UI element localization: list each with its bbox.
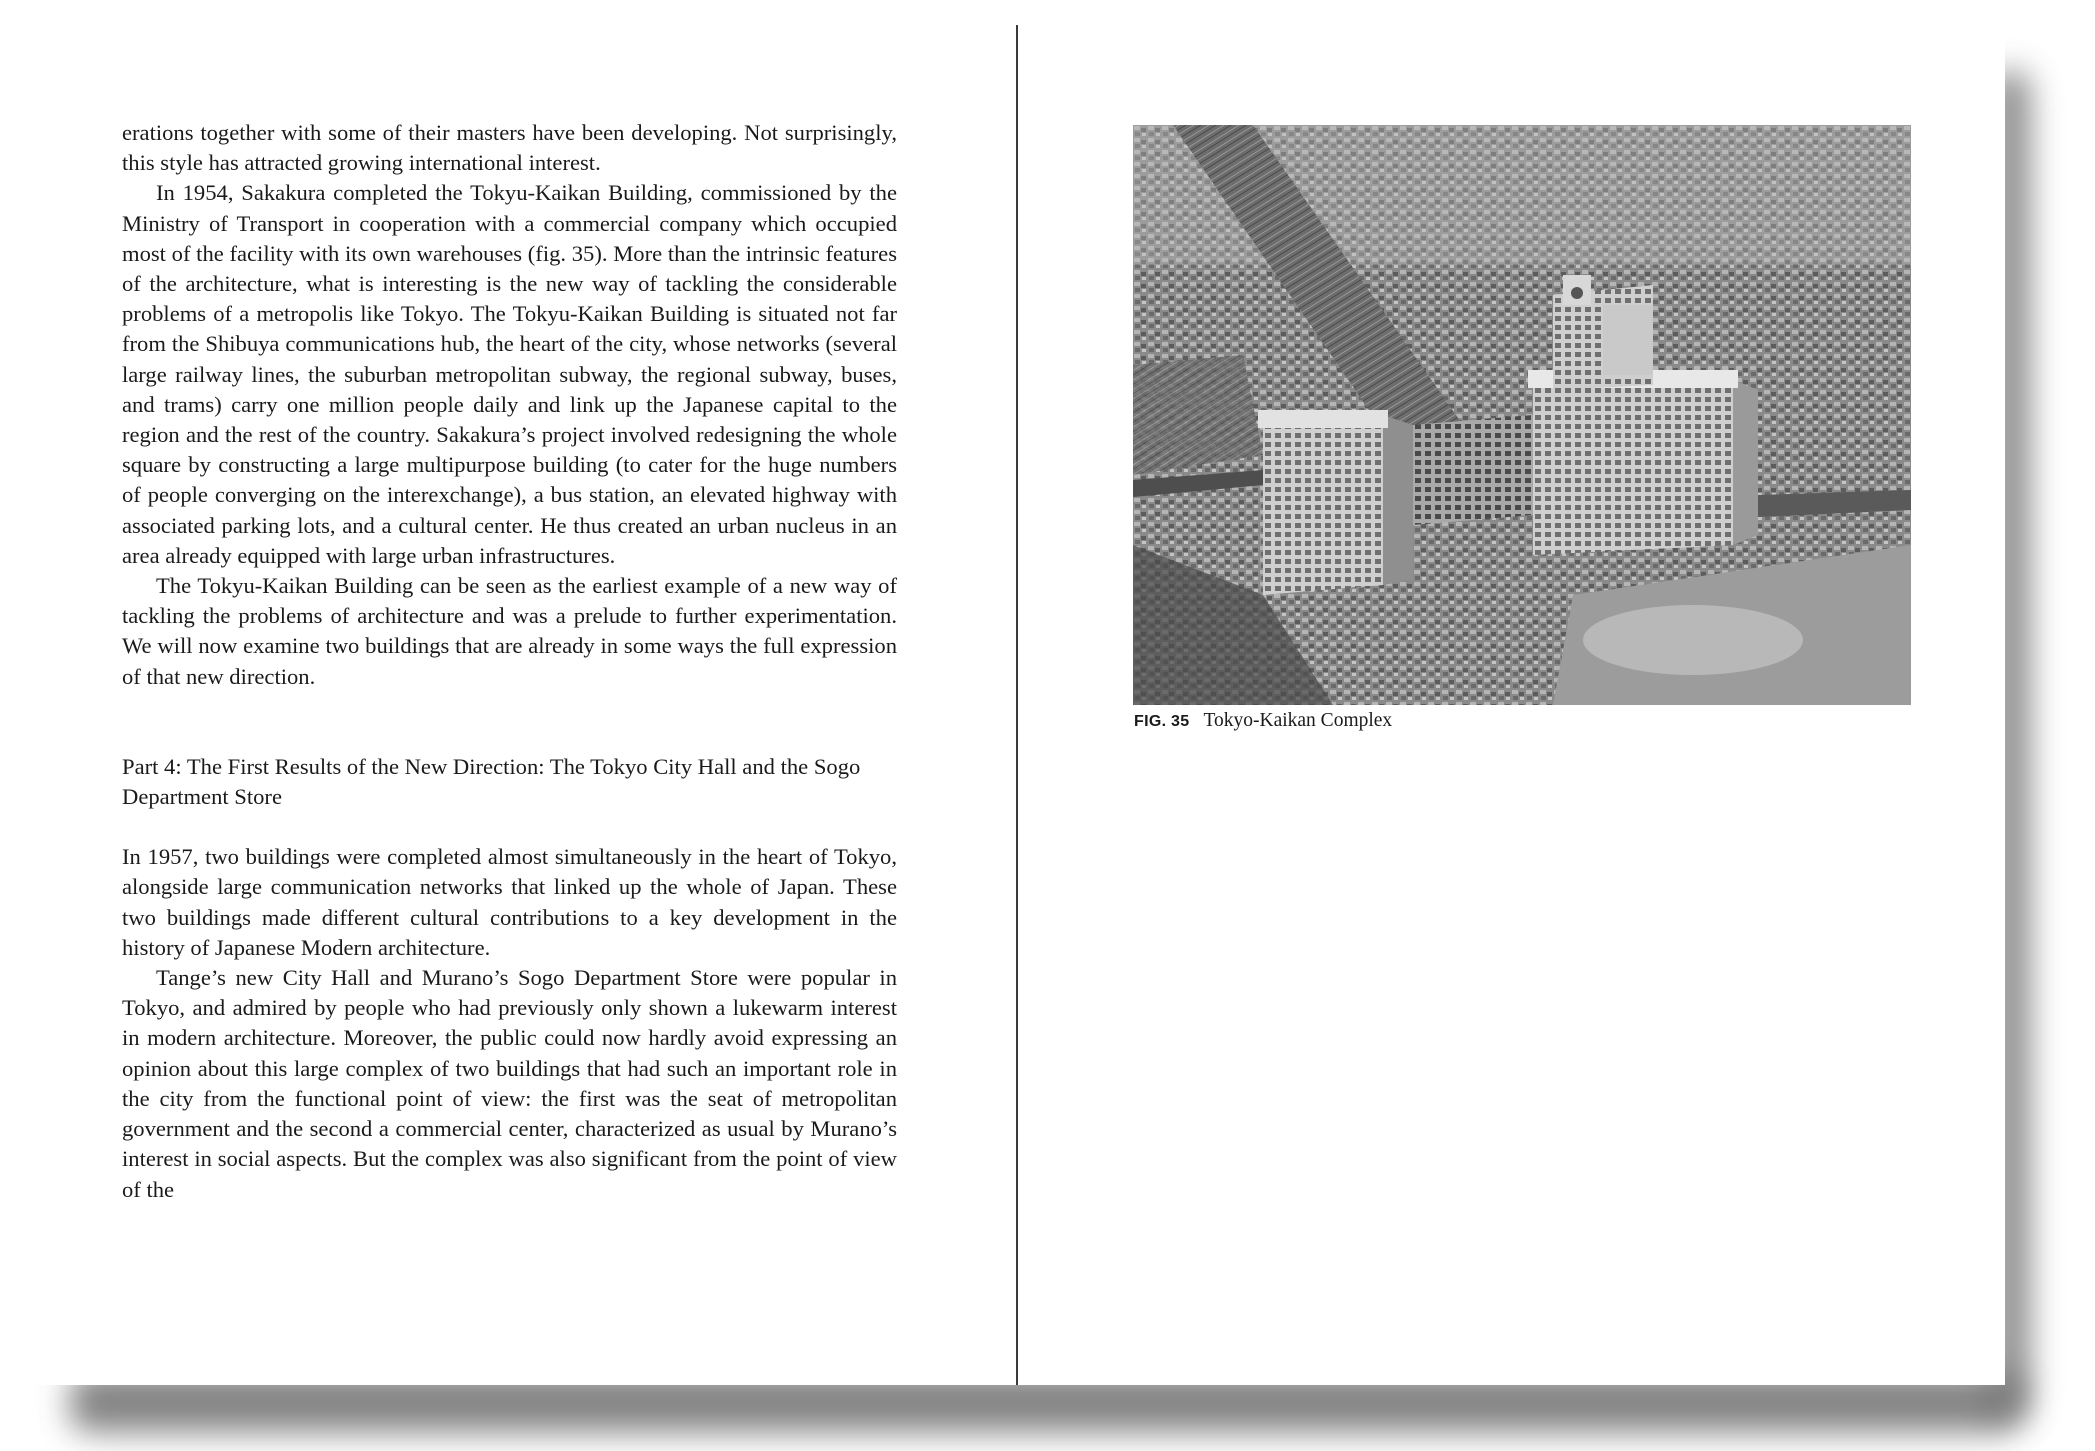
paragraph-continuation: erations together with some of their masters have been developing. Not surprisingly, this style has attracted growing international interest. — [122, 120, 897, 176]
aerial-photo-illustration — [1133, 125, 1911, 705]
section-heading: Part 4: The First Results of the New Direction: The Tokyo City Hall and the Sogo Department Store — [122, 753, 861, 810]
figure-caption — [1134, 710, 1392, 732]
paragraph-city-hall-sogo: Tange’s new City Hall and Murano’s Sogo Department Store were popular in Tokyo, and admired by people who had previously only shown a lukewarm interest in modern architecture. Moreover, the public could now hardly avoid expressing an opinion about this large complex of two buildings that had such an important role in the city from the functional point of view: the first was the seat of metropolitan government and the second a commercial center, characterized as usual by Murano’s interest in social aspects. But the complex was also significant from the point of view of the — [122, 965, 897, 1202]
paragraph-1957-buildings: In 1957, two buildings were completed almost simultaneously in the heart of Tokyo, alongside large communication networks that linked up the whole of Japan. These two buildings made different cultural contributions to a key development in the history of Japanese Modern architecture. — [122, 844, 897, 960]
left-page-text — [122, 118, 897, 1205]
figure-caption-text: Tokyo-Kaikan Complex — [1203, 710, 1393, 731]
page-gutter-divider — [1016, 25, 1018, 1385]
paragraph-tokyu-kaikan: In 1954, Sakakura completed the Tokyu-Kaikan Building, commissioned by the Ministry of Transport in cooperation with a commercial company which occupied most of the facility with its own warehouses (fig. 35). More than the intrinsic features of the architecture, what is interesting is the new way of tackling the considerable problems of a metropolis like Tokyo. The Tokyu-Kaikan Building is situated not far from the Shibuya communications hub, the heart of the city, whose networks (several large railway lines, the suburban metropolitan subway, the regional subway, buses, and trams) carry one million people daily and link up the Japanese capital to the region and the rest of the country. Sakakura’s project involved redesigning the whole square by constructing a large multipurpose building (to cater for the huge numbers of people converging on the interexchange), a bus station, an elevated highway with associated parking lots, and a cultural center. He thus created an urban nucleus in an area already equipped with large urban infrastructures. — [122, 180, 897, 568]
figure-label: FIG. 35 — [1134, 713, 1190, 730]
figure-35-photo — [1133, 125, 1911, 705]
paragraph-earliest-example: The Tokyu-Kaikan Building can be seen as the earliest example of a new way of tackling the problems of architecture and was a prelude to further experimentation. We will now examine two buildings that are already in some ways the full expression of that new direction. — [122, 573, 897, 689]
